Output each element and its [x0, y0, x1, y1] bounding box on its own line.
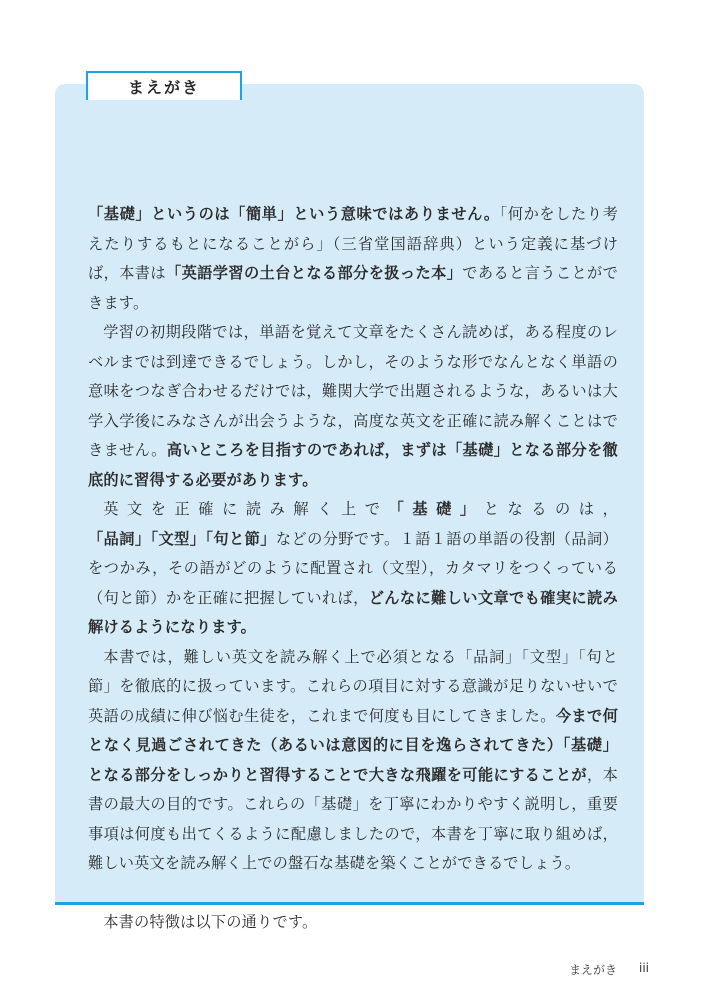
text-segment: などの分野です。１語１語の単語の役割（品詞）をつかみ，その語がどのように配置され（文型），カタマリをつくっている（句と節）かを正確に把握していれば，: [88, 529, 618, 607]
closing-sentence: 本書の特徴は以下の通りです。: [103, 913, 318, 931]
paragraph-list: [88, 200, 618, 879]
bold-text-segment: どんなに難しい文章でも確実に読み解けるようになります。: [88, 588, 618, 636]
page-footer: [569, 961, 649, 978]
text-segment: ，本書の最大の目的です。これらの「基礎」を丁寧にわかりやすく説明し，重要事項は何度も出てくるように配慮しましたので，本書を丁寧に取り組めば，難しい英文を読み解く上での盤石な基礎を築くことができるでしょう。: [88, 765, 618, 872]
section-title: まえがき: [127, 78, 200, 97]
paragraph: [88, 643, 618, 879]
footer-section-label: まえがき: [568, 963, 617, 977]
bold-text-segment: 「基礎」というのは「簡単」という意味ではありません。: [88, 205, 500, 223]
bold-text-segment: 今まで何となく見過ごされてきた（あるいは意図的に目を逸らされてきた）「基礎」となる部分をしっかりと習得することで大きな飛躍を可能にすることが: [88, 706, 618, 784]
paragraph: [88, 318, 618, 495]
page-number: iii: [638, 961, 649, 975]
text-segment: 本書では，難しい英文を読み解く上で必須となる「品詞」「文型」「句と節」を徹底的に扱っています。これらの項目に対する意識が足りないせいで英語の成績に伸び悩む生徒を，これまで何度も目にしてきました。: [88, 647, 618, 725]
bold-text-segment: 「基礎」: [388, 500, 484, 518]
text-segment: 学習の初期段階では，単語を覚えて文章をたくさん読めば，ある程度のレベルまでは到達できるでしょう。しかし，そのような形でなんとなく単語の意味をつなぎ合わせるだけでは，難関大学で出題されるような，あるいは大学入学後にみなさんが出会うような，高度な英文を正確に読み解くことはできません。: [88, 323, 618, 459]
text-segment: 英文を正確に読み解く上で: [103, 500, 389, 518]
paragraph: [88, 200, 618, 318]
text-segment: となるのは，: [483, 500, 618, 518]
section-title-tab: [86, 71, 242, 100]
paragraph: [88, 495, 618, 643]
text-segment: であると言うことができます。: [88, 264, 619, 312]
preface-body: [88, 200, 618, 938]
text-segment: 「何かをしたり考えたりするもとになることがら」（三省堂国語辞典）という定義に基づけば，本書は: [88, 205, 618, 282]
bold-text-segment: 「英語学習の土台となる部分を扱った本」: [165, 264, 463, 282]
bold-text-segment: 「品詞」「文型」「句と節」: [88, 529, 276, 548]
bold-text-segment: 高いところを目指すのであれば，まずは「基礎」となる部分を徹底的に習得する必要があります。: [88, 441, 618, 489]
